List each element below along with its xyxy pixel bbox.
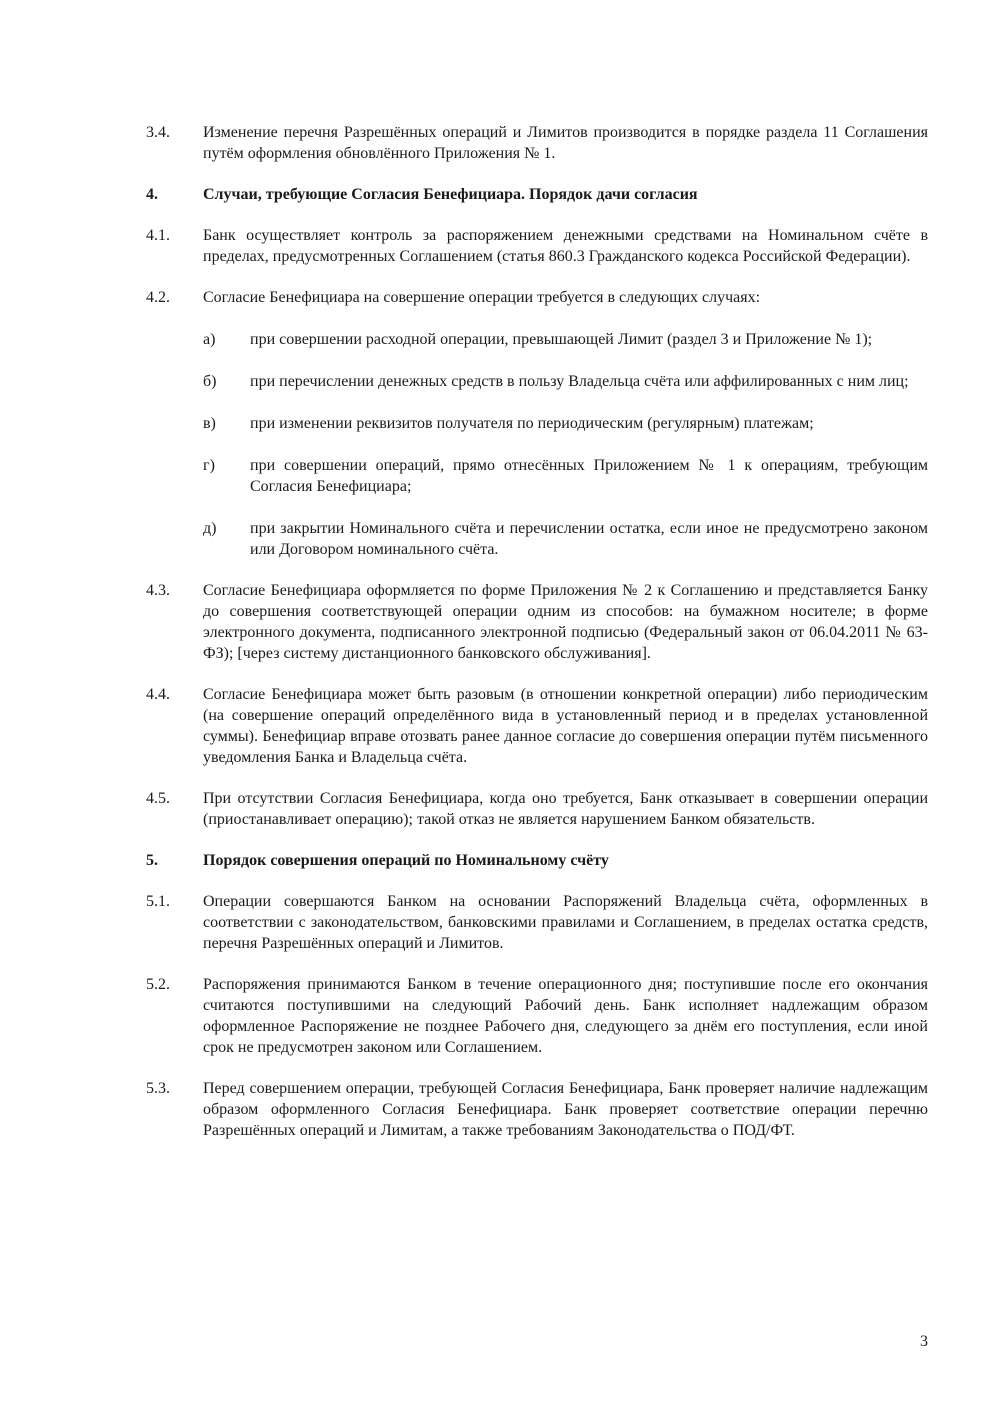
subclause-a xyxy=(203,329,928,350)
clause-number: 4.3. xyxy=(146,582,170,599)
section-number: 4. xyxy=(146,186,158,203)
subclause-d xyxy=(203,518,928,560)
clause-5-2 xyxy=(146,974,928,1058)
subclause-g xyxy=(203,455,928,497)
subclause-letter: г) xyxy=(203,457,215,474)
section-title: Порядок совершения операций по Номинальному счёту xyxy=(203,852,609,869)
subclause-v xyxy=(203,413,928,434)
clause-4-3 xyxy=(146,580,928,664)
page-number: 3 xyxy=(920,1333,928,1350)
section-heading-4 xyxy=(146,184,928,205)
clause-text: Согласие Бенефициара на совершение операции требуется в следующих случаях: xyxy=(203,289,761,306)
clause-number: 4.1. xyxy=(146,227,170,244)
clause-3-4 xyxy=(146,122,928,164)
clause-text: Согласие Бенефициара может быть разовым (в отношении конкретной операции) либо периодическим (на совершение операций определённого вида в установленный период и в пределах установленной суммы). Бенефициар вправе отозвать ранее данное согласие до совершения операции путём письменного уведомления Банка и Владельца счёта. xyxy=(203,686,928,766)
subclause-letter: б) xyxy=(203,373,217,390)
subclause-text: при совершении операций, прямо отнесённых Приложением № 1 к операциям, требующим Согласия Бенефициара; xyxy=(250,457,928,495)
subclause-text: при закрытии Номинального счёта и перечислении остатка, если иное не предусмотрено законом или Договором номинального счёта. xyxy=(250,520,928,558)
clause-number: 4.2. xyxy=(146,289,170,306)
clause-number: 4.4. xyxy=(146,686,170,703)
clause-number: 3.4. xyxy=(146,124,170,141)
clause-4-2 xyxy=(146,287,928,308)
clause-4-4 xyxy=(146,684,928,768)
clause-5-3 xyxy=(146,1078,928,1141)
document-body xyxy=(146,122,928,1141)
subclause-text: при совершении расходной операции, превышающей Лимит (раздел 3 и Приложение № 1); xyxy=(250,331,873,348)
clause-5-1 xyxy=(146,891,928,954)
clause-number: 5.1. xyxy=(146,893,170,910)
clause-text: Изменение перечня Разрешённых операций и Лимитов производится в порядке раздела 11 Соглашения путём оформления обновлённого Приложения № 1. xyxy=(203,124,928,162)
clause-text: Распоряжения принимаются Банком в течение операционного дня; поступившие после его окончания считаются поступившими на следующий Рабочий день. Банк исполняет надлежащим образом оформленное Распоряжение не позднее Рабочего дня, следующего за днём его поступления, если иной срок не предусмотрен законом или Соглашением. xyxy=(203,976,928,1056)
clause-4-1 xyxy=(146,225,928,267)
section-title: Случаи, требующие Согласия Бенефициара. Порядок дачи согласия xyxy=(203,186,698,203)
clause-text: Перед совершением операции, требующей Согласия Бенефициара, Банк проверяет наличие надлежащим образом оформленного Согласия Бенефициара. Банк проверяет соответствие операции перечню Разрешённых операций и Лимитам, а также требованиям Законодательства о ПОД/ФТ. xyxy=(203,1080,928,1139)
clause-number: 5.3. xyxy=(146,1080,170,1097)
clause-text: Операции совершаются Банком на основании Распоряжений Владельца счёта, оформленных в соответствии с законодательством, банковскими правилами и Соглашением, в пределах остатка средств, перечня Разрешённых операций и Лимитов. xyxy=(203,893,928,952)
subclause-letter: а) xyxy=(203,331,216,348)
subclause-b xyxy=(203,371,928,392)
clause-text: Банк осуществляет контроль за распоряжением денежными средствами на Номинальном счёте в пределах, предусмотренных Соглашением (статья 860.3 Гражданского кодекса Российской Федерации). xyxy=(203,227,928,265)
clause-number: 4.5. xyxy=(146,790,170,807)
subclause-text: при изменении реквизитов получателя по периодическим (регулярным) платежам; xyxy=(250,415,814,432)
section-number: 5. xyxy=(146,852,158,869)
subclause-text: при перечислении денежных средств в пользу Владельца счёта или аффилированных с ним лиц; xyxy=(250,373,909,390)
section-heading-5 xyxy=(146,850,928,871)
subclause-letter: д) xyxy=(203,520,217,537)
clause-text: Согласие Бенефициара оформляется по форме Приложения № 2 к Соглашению и представляется Банку до совершения соответствующей операции одним из способов: на бумажном носителе; в форме электронного документа, подписанного электронной подписью (Федеральный закон от 06.04.2011 № 63-ФЗ); [через систему дистанционного банковского обслуживания]. xyxy=(203,582,928,662)
clause-text: При отсутствии Согласия Бенефициара, когда оно требуется, Банк отказывает в совершении операции (приостанавливает операцию); такой отказ не является нарушением Банком обязательств. xyxy=(203,790,928,828)
clause-number: 5.2. xyxy=(146,976,170,993)
clause-4-5 xyxy=(146,788,928,830)
subclause-letter: в) xyxy=(203,415,216,432)
